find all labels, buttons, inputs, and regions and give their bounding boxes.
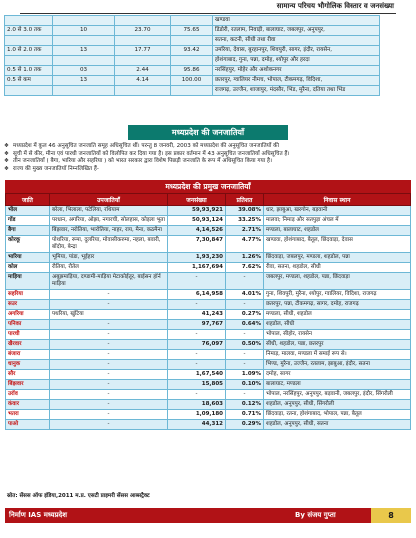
tribe-row	[6, 253, 411, 263]
bullet-item: ❖ तीन जनजातियाँ ( बैगा, भारिया और सहरिया ) को भारत सरकार द्वारा विशेष पिछड़ी जनजाति के रूप में अधिसूचित किया गया है।	[4, 158, 408, 166]
page-footer	[5, 508, 411, 523]
subtribes-cell: बरेला, भिलाला, पटेलिया, रथियाम	[50, 206, 168, 216]
subtribes-cell: -	[50, 420, 168, 430]
district-growth-cell: 95.86	[171, 66, 213, 76]
percent-cell: 1.26%	[226, 253, 264, 263]
district-growth-cell: 03	[53, 66, 115, 76]
population-cell: 18,603	[168, 400, 226, 410]
tribe-row	[6, 300, 411, 310]
residence-cell: निमाड़, मालवा, मण्डला में समाई रूप से।	[264, 350, 411, 360]
district-growth-cell	[5, 36, 53, 46]
district-growth-cell	[115, 86, 171, 96]
tribe-name-cell: अगरिया	[6, 310, 50, 320]
population-cell: 1,09,180	[168, 410, 226, 420]
district-growth-cell: 10	[53, 26, 115, 36]
population-cell: 97,767	[168, 320, 226, 330]
tribe-name-cell: भतरा	[6, 410, 50, 420]
population-cell: 1,167,694	[168, 263, 226, 273]
tribe-row	[6, 380, 411, 390]
percent-cell: 0.71%	[226, 410, 264, 420]
tribe-name-cell: भील	[6, 206, 50, 216]
residence-cell: जबलपुर, मण्डला, शहडोल, पन्ना, छिंदवाड़ा	[264, 273, 411, 290]
residence-cell: मालवा; निमाड़ और सतपुड़ा अंचल में	[264, 216, 411, 226]
residence-cell: मण्डला, सीधी, शहडोल	[264, 310, 411, 320]
footer-author: By संजय गुप्ता	[295, 511, 336, 519]
district-growth-cell: 93.42	[171, 46, 213, 56]
tribe-row	[6, 330, 411, 340]
percent-cell: -	[226, 300, 264, 310]
residence-cell: शहडोल, सीधी	[264, 320, 411, 330]
tribe-name-cell: सहरिया	[6, 290, 50, 300]
population-cell: -	[168, 330, 226, 340]
percent-cell: 0.29%	[226, 420, 264, 430]
residence-cell: मण्डला, बालाघाट, शहडोल	[264, 226, 411, 236]
district-growth-cell	[115, 36, 171, 46]
population-cell: 50,93,124	[168, 216, 226, 226]
residence-cell: छिंदवाड़ा, जबलपुर, मण्डला, शहडोल, पन्ना	[264, 253, 411, 263]
subtribes-cell: पोथरिया, रूमा, दुलरिया, मोवासीकरुमा, नहला, बवारी, बोंदोय, बेन्द्रा	[50, 236, 168, 253]
col-header-tribe: जाति	[6, 194, 50, 206]
tribe-name-cell: बंजारा	[6, 350, 50, 360]
district-growth-cell: 0.5 से कम	[5, 76, 53, 86]
district-growth-cell	[171, 86, 213, 96]
percent-cell: 0.27%	[226, 310, 264, 320]
percent-cell: -	[226, 330, 264, 340]
tribe-row	[6, 340, 411, 350]
district-growth-row	[5, 56, 380, 66]
tribe-name-cell: उरॉव	[6, 390, 50, 400]
residence-cell: शहडोल, अनूपपुर, सीधी, सतना	[264, 420, 411, 430]
subtribes-cell: -	[50, 320, 168, 330]
district-growth-cell	[171, 56, 213, 66]
district-growth-cell: होशंगाबाद, गुना, पन्ना, दमोह, श्योपुर और हरदा	[213, 56, 380, 66]
district-growth-row	[5, 16, 380, 26]
tribe-row	[6, 216, 411, 226]
subtribes-cell: -	[50, 390, 168, 400]
residence-cell: भिण्ड, मुरैना, उज्जैन, रतलाम, झाबुआ, इंदौर, सतना	[264, 360, 411, 370]
tribe-row	[6, 370, 411, 380]
district-growth-cell: राजगढ़, उज्जैन, शाजापुर, मंदसौर, भिंड, मुरैना, दतिया तथा भिंड	[213, 86, 380, 96]
district-growth-table	[4, 15, 380, 96]
residence-cell: सीधी, शहडोल, पन्ना, छतरपुर	[264, 340, 411, 350]
subtribes-cell: -	[50, 290, 168, 300]
percent-cell: -	[226, 360, 264, 370]
population-cell: 4,14,526	[168, 226, 226, 236]
bullet-item: ❖ राज्य की मुख्य जनजातियाँ निम्नलिखित हैं-	[4, 166, 408, 174]
tribe-name-cell: पनिका	[6, 320, 50, 330]
district-growth-row	[5, 46, 380, 56]
tribe-row	[6, 263, 411, 273]
district-growth-cell: 2.0 से 3.0 तक	[5, 26, 53, 36]
tribe-table-header-row	[6, 194, 411, 206]
tribe-row	[6, 290, 411, 300]
tribe-name-cell: गोंड	[6, 216, 50, 226]
district-growth-cell: 4.14	[115, 76, 171, 86]
percent-cell: -	[226, 390, 264, 400]
tribe-row	[6, 310, 411, 320]
subtribes-cell: पथरिया, खुंटिया	[50, 310, 168, 320]
percent-cell: 39.08%	[226, 206, 264, 216]
population-cell: 15,805	[168, 380, 226, 390]
residence-cell: दमोह, सागर	[264, 370, 411, 380]
percent-cell: 2.71%	[226, 226, 264, 236]
subtribes-cell: बिंझवार, नरोतिया, भारोतिया, नाहर, राय, मैना, कठमैना	[50, 226, 168, 236]
population-cell: -	[168, 390, 226, 400]
subtribes-cell: -	[50, 350, 168, 360]
percent-cell: 4.77%	[226, 236, 264, 253]
tribe-name-cell: कोरकू	[6, 236, 50, 253]
tribe-name-cell: माड़िया	[6, 273, 50, 290]
district-growth-cell: खण्डवा	[213, 16, 380, 26]
residence-cell: छतरपुर, पन्ना, टीकमगढ़, सागर, दमोह, राजगढ़	[264, 300, 411, 310]
population-cell: 6,14,958	[168, 290, 226, 300]
population-cell: -	[168, 273, 226, 290]
source-note: स्रोत: सेंसस ऑफ इंडिया,2011 म.प्र. एसटी प्राइमरी सेंसस आब्सट्रैक्ट	[7, 493, 150, 499]
subtribes-cell: -	[50, 410, 168, 420]
residence-cell: धार, झाबुआ, खरगोन, बड़वानी	[264, 206, 411, 216]
district-growth-cell: 1.0 से 2.0 तक	[5, 46, 53, 56]
percent-cell: 0.50%	[226, 340, 264, 350]
district-growth-cell: उमरिया, देवास, बुरहानपुर, शिवपुरी, सागर, इंदौर, रायसेन,	[213, 46, 380, 56]
tribe-row	[6, 206, 411, 216]
district-growth-cell: सतना, कटनी, सीधी तथा रीवा	[213, 36, 380, 46]
page-number: 8	[371, 508, 411, 523]
district-growth-cell: डिंडोरी, रतलाम, निवाड़ी, बालाघाट, जबलपुर, अनूपपुर,	[213, 26, 380, 36]
district-growth-cell: 0.5 से 1.0 तक	[5, 66, 53, 76]
percent-cell: -	[226, 273, 264, 290]
population-cell: 41,243	[168, 310, 226, 320]
tribe-name-cell: भारिया	[6, 253, 50, 263]
subtribes-cell: रौतिया, रौतेल	[50, 263, 168, 273]
subtribes-cell: -	[50, 340, 168, 350]
district-growth-cell: 2.44	[115, 66, 171, 76]
residence-cell: गुना, शिवपुरी, मुरैना, श्योपुर, ग्वालियर, विदिशा, राजगढ़	[264, 290, 411, 300]
bullet-item: ❖ मध्यप्रदेश में कुल 46 अनुसूचित जनजाति समूह अधिसूचित थीं। परन्तु 8 जनवरी, 2003 को मध्यप्रदेश की अनुसूचित जनजातियों की	[4, 143, 408, 151]
district-growth-cell: 13	[53, 76, 115, 86]
subtribes-cell: परधान, अगरिया, ओझा, नगारची, सोलहास, कोइला भूता	[50, 216, 168, 226]
percent-cell: 0.64%	[226, 320, 264, 330]
subtribes-cell: -	[50, 380, 168, 390]
district-growth-cell	[115, 56, 171, 66]
district-growth-cell: 13	[53, 46, 115, 56]
population-cell: 76,097	[168, 340, 226, 350]
footer-publisher: निर्माण IAS मध्यप्रदेश	[9, 511, 68, 519]
population-cell: -	[168, 360, 226, 370]
district-growth-cell	[5, 56, 53, 66]
tribe-name-cell: बैगा	[6, 226, 50, 236]
subtribes-cell: -	[50, 300, 168, 310]
district-growth-cell	[53, 86, 115, 96]
tribe-name-cell: पाओ	[6, 420, 50, 430]
residence-cell: छिंदवाड़ा, रतना, होशंगाबाद, भोपाल, पन्ना, बैतूल	[264, 410, 411, 420]
tribe-row	[6, 410, 411, 420]
tribe-name-cell: सउर	[6, 300, 50, 310]
district-growth-cell	[5, 16, 53, 26]
tribe-name-cell: धानुक	[6, 360, 50, 370]
tribe-row	[6, 360, 411, 370]
tribe-table-title: मध्यप्रदेश की प्रमुख जनजातियाँ	[5, 180, 411, 193]
district-growth-cell: छतरपुर, ग्वालियर नीमच, भोपाल, टीकमगढ़, विदिशा,	[213, 76, 380, 86]
district-growth-cell: 17.77	[115, 46, 171, 56]
district-growth-cell	[53, 16, 115, 26]
col-header-percent: प्रतिशत	[226, 194, 264, 206]
percent-cell: 1.09%	[226, 370, 264, 380]
percent-cell: 7.62%	[226, 263, 264, 273]
district-growth-cell	[171, 36, 213, 46]
residence-cell: भोपाल, नरसिंहपुर, अनूपपुर, बड़वानी, जबलपुर, इंदौर, सिंगरौली	[264, 390, 411, 400]
section-title: मध्यप्रदेश की जनजातियाँ	[128, 125, 288, 140]
district-growth-row	[5, 86, 380, 96]
percent-cell: -	[226, 350, 264, 360]
population-cell: -	[168, 350, 226, 360]
district-growth-row	[5, 36, 380, 46]
district-growth-cell: 75.65	[171, 26, 213, 36]
district-growth-cell: 23.70	[115, 26, 171, 36]
residence-cell: रीवा, सतना, शहडोल, सीधी	[264, 263, 411, 273]
population-cell: -	[168, 300, 226, 310]
percent-cell: 4.01%	[226, 290, 264, 300]
subtribes-cell: -	[50, 330, 168, 340]
population-cell: 44,312	[168, 420, 226, 430]
residence-cell: भोपाल, सीहोर, रायसेन	[264, 330, 411, 340]
page-header-title: सामान्य परिचय भौगोलिक विस्तार व जनसंख्या	[276, 2, 394, 10]
tribe-table	[5, 193, 411, 430]
tribe-name-cell: खैरवार	[6, 340, 50, 350]
tribe-name-cell: बिंझवार	[6, 380, 50, 390]
col-header-subtribes: उपजातियाँ	[50, 194, 168, 206]
col-header-population: जनसंख्या	[168, 194, 226, 206]
subtribes-cell: अबूझमाड़िया, दण्डामी-माड़िया मेटाकोईतूर, बाईसन हॉर्न माड़िया	[50, 273, 168, 290]
tribe-name-cell: पारधी	[6, 330, 50, 340]
percent-cell: 0.12%	[226, 400, 264, 410]
district-growth-cell	[5, 86, 53, 96]
tribe-name-cell: सौर	[6, 370, 50, 380]
population-cell: 7,30,847	[168, 236, 226, 253]
district-growth-cell: 100.00	[171, 76, 213, 86]
percent-cell: 0.10%	[226, 380, 264, 390]
residence-cell: शहडोल, अनूपपुर, सीधी, सिंगरौली	[264, 400, 411, 410]
population-cell: 1,93,230	[168, 253, 226, 263]
tribe-row	[6, 390, 411, 400]
district-growth-row	[5, 76, 380, 86]
header-divider	[20, 13, 396, 14]
district-growth-cell	[53, 36, 115, 46]
subtribes-cell: -	[50, 370, 168, 380]
population-cell: 59,93,921	[168, 206, 226, 216]
tribe-row	[6, 226, 411, 236]
bullet-item: ❖ सूची में से कीर, मीना एवं पारधी जनजातियों को विलोपित कर दिया गया है। इस प्रकार वर्तमान में 43 अनुसूचित जनजातियाँ अधिसूचित हैं।	[4, 151, 408, 159]
tribe-row	[6, 236, 411, 253]
percent-cell: 33.25%	[226, 216, 264, 226]
district-growth-cell	[115, 16, 171, 26]
district-growth-cell	[171, 16, 213, 26]
tribe-row	[6, 400, 411, 410]
tribe-name-cell: कोल	[6, 263, 50, 273]
tribe-name-cell: कंवार	[6, 400, 50, 410]
district-growth-cell	[53, 56, 115, 66]
residence-cell: बालाघाट, मण्डला	[264, 380, 411, 390]
subtribes-cell: भूमिया, पांडा, भूईहार	[50, 253, 168, 263]
residence-cell: खण्डवा, होशंगाबाद, बैतूल, छिंदवाड़ा, देवास	[264, 236, 411, 253]
district-growth-row	[5, 66, 380, 76]
subtribes-cell: -	[50, 400, 168, 410]
tribe-row	[6, 350, 411, 360]
tribe-row	[6, 320, 411, 330]
population-cell: 1,67,540	[168, 370, 226, 380]
tribe-row	[6, 420, 411, 430]
district-growth-row	[5, 26, 380, 36]
section-bullets	[4, 143, 408, 173]
district-growth-cell: नरसिंहपुर, मोहेर और अशोकनगर	[213, 66, 380, 76]
subtribes-cell: -	[50, 360, 168, 370]
tribe-row	[6, 273, 411, 290]
col-header-residence: निवास स्थान	[264, 194, 411, 206]
